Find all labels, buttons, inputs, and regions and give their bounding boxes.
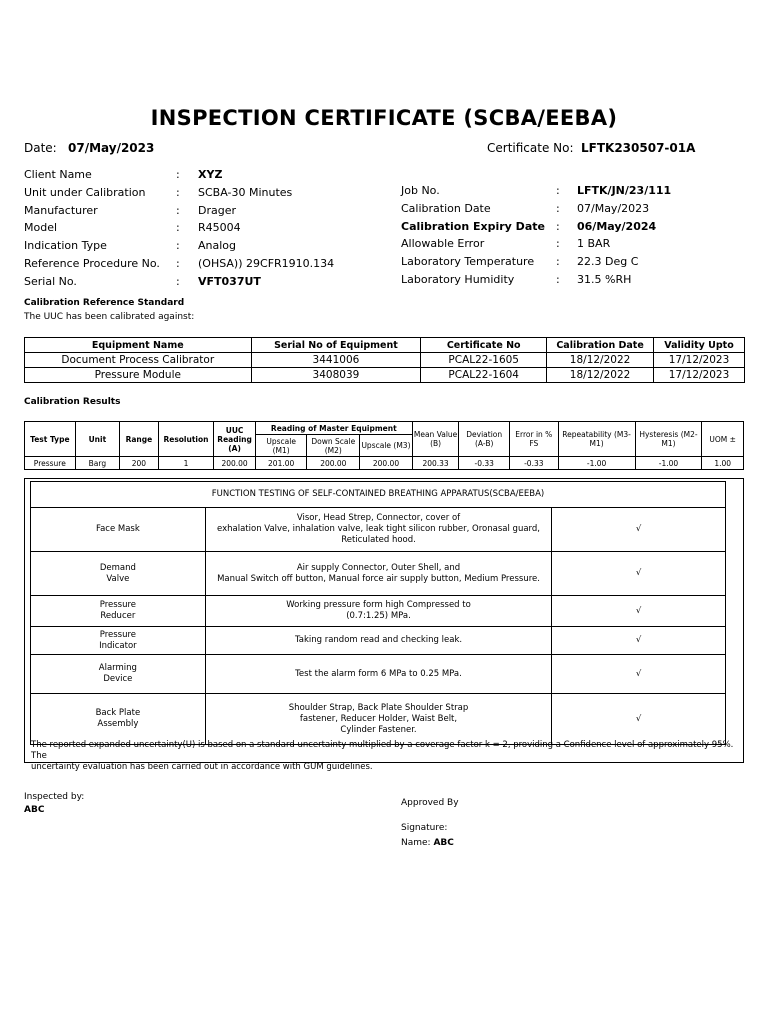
header-hysteresis: Hysteresis (M2-M1) [635,422,702,457]
component-name [31,552,206,596]
date-field [24,141,154,155]
description-line: Taking random read and checking leak. [294,635,463,645]
checkmark: √ [552,508,726,552]
error-cell: -0.33 [510,457,559,470]
table-row [31,694,726,745]
description-line: Air supply Connector, Outer Shell, and [296,562,461,573]
component-description [205,552,552,596]
info-colon: : [556,255,560,269]
certificate-title: INSPECTION CERTIFICATE (SCBA/EEBA) [150,106,618,130]
component-name-line: Back Plate [95,708,141,718]
info-colon: : [176,221,180,235]
serial-no: 3441006 [251,353,421,368]
function-testing-table [30,481,726,745]
header-validity: Validity Upto [654,338,745,353]
info-colon: : [556,272,560,286]
component-name-line: Alarming [98,663,137,673]
info-colon: : [176,203,180,217]
info-label: Laboratory Humidity [401,272,515,286]
info-row [401,253,671,271]
component-description [205,508,552,552]
validity-upto: 17/12/2023 [654,353,745,368]
deviation-cell: -0.33 [459,457,510,470]
calibration-info-right [401,182,671,289]
table-row [25,368,745,383]
info-row [401,218,671,236]
reference-standard-table [24,337,745,383]
info-row [401,200,671,218]
info-colon: : [176,168,180,181]
table-row [31,627,726,655]
description-line: Shoulder Strap, Back Plate Shoulder Strap [288,702,469,713]
info-colon: : [556,201,560,215]
info-row [24,255,334,273]
info-label: Model [24,221,58,235]
component-name [31,694,206,745]
component-description [205,694,552,745]
calibration-results-table [24,421,744,470]
description-line: Working pressure form high Compressed to [286,600,471,610]
upscale-m1-cell: 201.00 [255,457,307,470]
table-row [31,655,726,694]
description-line: Visor, Head Strep, Connector, cover of [296,513,461,523]
info-label: Laboratory Temperature [401,255,535,269]
component-name-line: Pressure [99,600,137,610]
component-name-line: Reducer [100,611,136,621]
approved-by-label: Approved By [401,798,459,808]
checkmark: √ [552,552,726,596]
certificate-number-value: LFTK230507-01A [581,141,696,155]
info-row [24,184,334,202]
info-row [401,235,671,253]
uuc-cell: 200.00 [214,457,256,470]
info-row [401,182,671,200]
table-row [31,508,726,552]
description-line: Manual Switch off button, Manual force air supply button, Medium Pressure. [217,573,540,584]
info-colon: : [176,256,180,270]
component-name [31,508,206,552]
certificate-number-field [487,141,695,155]
header-calibration-date: Calibration Date [547,338,654,353]
component-name [31,627,206,655]
name-label: Name: [401,838,431,848]
info-colon: : [556,237,560,251]
component-name [31,655,206,694]
validity-upto: 17/12/2023 [654,368,745,383]
certificate-no: PCAL22-1605 [421,353,547,368]
info-row [24,273,334,291]
header-range: Range [120,422,158,457]
downscale-m2-cell: 200.00 [307,457,360,470]
equipment-name: Pressure Module [25,368,252,383]
calibration-results-title: Calibration Results [24,397,121,407]
unit-cell: Barg [75,457,120,470]
description-line: (0.7:1.25) MPa. [346,611,411,621]
info-row [24,166,334,184]
table-row [25,353,745,368]
description-line: exhalation Valve, inhalation valve, leak tight silicon rubber, Oronasal guard, [217,524,540,534]
info-label: Reference Procedure No. [24,256,160,270]
repeatability-cell: -1.00 [558,457,635,470]
info-label: Manufacturer [24,203,98,217]
description-line: fastener, Reducer Holder, Waist Belt, [299,713,458,724]
test-type-cell: Pressure [25,457,76,470]
header-upscale-m3: Upscale (M3) [360,435,413,457]
component-name-line: Assembly [97,719,139,729]
reference-header-row [25,338,745,353]
component-description [205,655,552,694]
component-name-line: Demand [99,562,136,573]
date-label: Date: [24,141,57,155]
checkmark: √ [552,627,726,655]
header-equipment-name: Equipment Name [25,338,252,353]
date-value: 07/May/2023 [68,141,155,155]
info-label: Allowable Error [401,237,485,251]
header-downscale-m2: Down Scale (M2) [307,435,360,457]
component-description [205,596,552,627]
info-row [24,219,334,237]
header-deviation: Deviation (A-B) [459,422,510,457]
info-value: 31.5 %RH [577,272,632,286]
uncertainty-note [31,740,736,773]
client-info-left [24,166,334,291]
info-label: Serial No. [24,274,77,288]
component-name-line: Indicator [99,640,137,651]
component-name-line: Pressure [99,629,137,640]
component-name-line: Face Mask [95,524,140,534]
info-label: Job No. [401,184,440,197]
mean-cell: 200.33 [412,457,459,470]
hysteresis-cell: -1.00 [635,457,702,470]
checkmark: √ [552,694,726,745]
info-value: VFT037UT [198,274,261,288]
approver-name [401,838,454,848]
info-row [24,237,334,255]
header-master-reading: Reading of Master Equipment [255,422,412,435]
info-colon: : [556,184,560,197]
info-value: 07/May/2023 [577,201,650,215]
header-mean: Mean Value (B) [412,422,459,457]
info-label: Indication Type [24,239,107,253]
component-name-line: Valve [106,573,130,584]
info-value: 1 BAR [577,237,611,251]
info-value: R45004 [198,221,241,235]
function-testing-title: FUNCTION TESTING OF SELF-CONTAINED BREATHING APPARATUS(SCBA/EEBA) [31,482,726,508]
info-value: Drager [198,203,237,217]
info-label: Calibration Expiry Date [401,219,545,233]
calibration-date: 18/12/2022 [547,353,654,368]
note-line: The reported expanded uncertainty(U) is based on a standard uncertainty multiplied by a coverage factor k = 2, providing a Confidence level of approximately 95%. The [31,740,734,761]
calibration-date: 18/12/2022 [547,368,654,383]
certificate-no: PCAL22-1604 [421,368,547,383]
info-value: Analog [198,239,237,253]
note-line: uncertainty evaluation has been carried out in accordance with GUM guidelines. [31,762,373,772]
description-line: Reticulated hood. [341,535,416,545]
info-value: 22.3 Deg C [577,255,639,269]
info-label: Calibration Date [401,201,491,215]
info-colon: : [556,219,560,233]
checkmark: √ [552,655,726,694]
info-value: 06/May/2024 [577,219,657,233]
header-uuc-reading: UUC Reading (A) [214,422,256,457]
info-value: (OHSA)) 29CFR1910.134 [198,256,335,270]
table-row [31,552,726,596]
resolution-cell: 1 [158,457,214,470]
range-cell: 200 [120,457,158,470]
results-header-row [25,422,744,435]
description-line: Cylinder Fastener. [340,724,417,735]
info-row [24,202,334,220]
equipment-name: Document Process Calibrator [25,353,252,368]
header-certificate-no: Certificate No [421,338,547,353]
component-name [31,596,206,627]
reference-standard-subtitle: The UUC has been calibrated against: [24,312,195,322]
uom-cell: 1.00 [702,457,744,470]
header-resolution: Resolution [158,422,214,457]
component-name-line: Device [103,674,133,684]
inspected-by-label: Inspected by: [24,792,85,802]
reference-standard-title: Calibration Reference Standard [24,298,185,308]
table-row [31,596,726,627]
info-colon: : [176,274,180,288]
serial-no: 3408039 [251,368,421,383]
info-label: Unit under Calibration [24,185,146,199]
header-test-type: Test Type [25,422,76,457]
header-serial-no: Serial No of Equipment [251,338,421,353]
info-value: XYZ [198,168,223,181]
function-title-row [31,482,726,508]
signature-label: Signature: [401,823,448,833]
info-row [401,271,671,289]
header-upscale-m1: Upscale (M1) [255,435,307,457]
header-repeatability: Repeatability (M3-M1) [558,422,635,457]
table-row [25,457,744,470]
info-colon: : [176,239,180,253]
component-description [205,627,552,655]
info-value: SCBA-30 Minutes [198,185,293,199]
header-error: Error in % FS [510,422,559,457]
header-uom: UOM ± [702,422,744,457]
certificate-number-label: Certificate No: [487,141,574,155]
info-colon: : [176,185,180,199]
info-value: LFTK/JN/23/111 [577,184,672,197]
header-unit: Unit [75,422,120,457]
upscale-m3-cell: 200.00 [360,457,413,470]
info-label: Client Name [24,168,92,181]
checkmark: √ [552,596,726,627]
description-line: Test the alarm form 6 MPa to 0.25 MPa. [295,668,462,679]
name-value: ABC [433,838,454,848]
inspected-by-value: ABC [24,805,45,815]
